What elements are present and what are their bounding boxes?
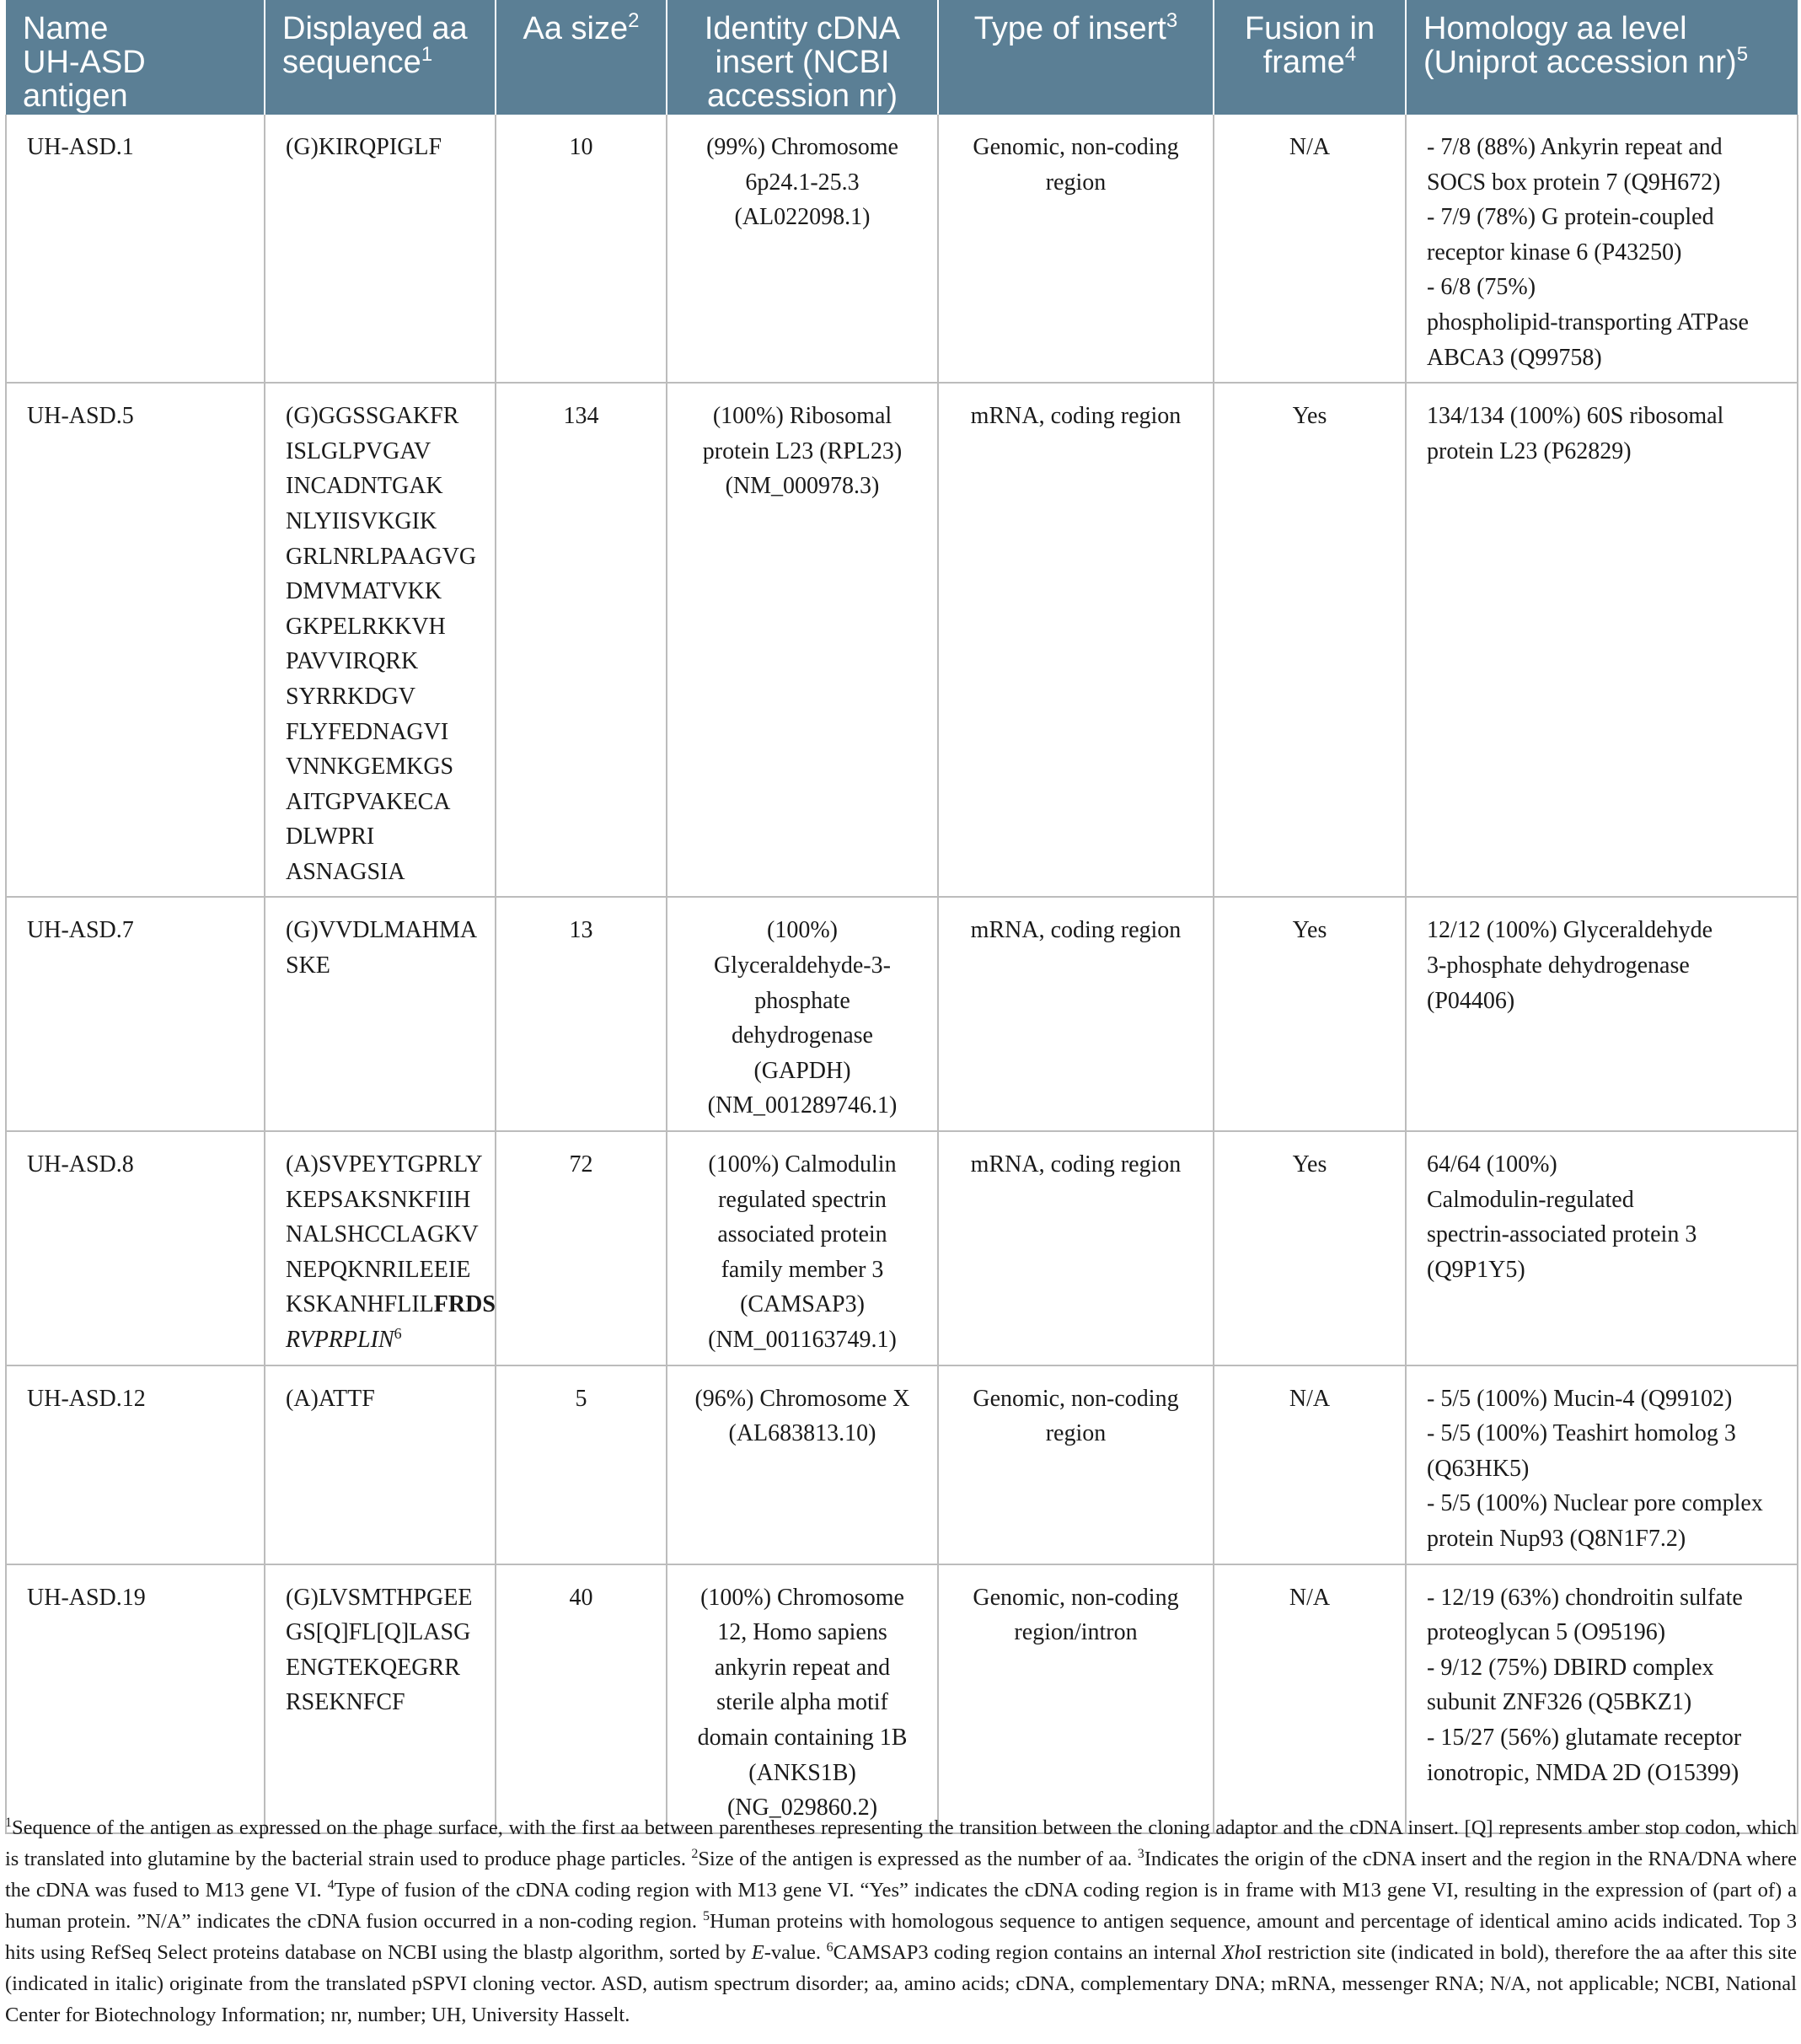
header-size <box>496 0 667 115</box>
cell-fusion: N/A <box>1214 1564 1406 1833</box>
cell-antigen-name: UH-ASD.19 <box>6 1564 265 1833</box>
sequence-line: ASNAGSIA <box>286 858 405 885</box>
table-row <box>6 383 1798 897</box>
homology-line: - 5/5 (100%) Mucin-4 (Q99102) <box>1427 1385 1733 1412</box>
sequence-line: RSEKNFCF <box>286 1689 405 1716</box>
identity-line: (99%) Chromosome <box>706 134 898 160</box>
type-line: Genomic, non-coding <box>973 134 1179 160</box>
homology-line: - 5/5 (100%) Teashirt homolog 3 <box>1427 1420 1736 1447</box>
cell-insert-type <box>938 383 1214 897</box>
identity-line: (96%) Chromosome X <box>694 1385 910 1412</box>
sequence-line: AITGPVAKECA <box>286 788 451 815</box>
sequence-line: NEPQKNRILEEIE <box>286 1256 471 1283</box>
cell-aa-size: 134 <box>496 383 667 897</box>
type-line: mRNA, coding region <box>970 917 1182 944</box>
sequence-line: GRLNRLPAAGVG <box>286 543 477 570</box>
homology-line: protein L23 (P62829) <box>1427 437 1632 464</box>
cell-fusion: N/A <box>1214 1365 1406 1564</box>
identity-line: (100%) Chromosome <box>700 1584 904 1611</box>
sequence-sup: 6 <box>394 1325 402 1342</box>
sequence-line: PAVVIRQRK <box>286 648 419 675</box>
cell-identity <box>667 383 938 897</box>
footnote-3: Indicates the origin of the cDNA insert and the region in the RNA/DNA where the cDNA was fused to M13 gene VI. <box>5 1848 1797 1902</box>
footnote-6-italic: Xho <box>1221 1941 1256 1964</box>
footnote-4: Type of fusion of the cDNA coding region with M13 gene VI. “Yes” indicates the cDNA coding region is in frame with M13 gene VI, resulting in the expression of (part of) a human protein. ”N/A” indicates the cDNA fusion occurred in a non-coding region. <box>5 1879 1797 1933</box>
type-line: region/intron <box>1014 1619 1138 1646</box>
cell-aa-size: 13 <box>496 897 667 1131</box>
header-sup: 3 <box>1166 9 1178 32</box>
cell-antigen-name: UH-ASD.7 <box>6 897 265 1131</box>
header-line: Aa size <box>523 11 629 46</box>
footnotes <box>5 1812 1797 2031</box>
cell-sequence <box>265 1131 496 1365</box>
footnote-mark: 3 <box>1137 1847 1144 1861</box>
identity-line: (NM_001289746.1) <box>707 1092 898 1119</box>
identity-line: Glyceraldehyde-3- <box>714 952 891 979</box>
footnote-5-end: -value. <box>764 1941 822 1964</box>
footnote-6-end: I restriction site (indicated in bold), therefore the aa after this site (indicated in italic) originate from the translated pSPVI cloning vector. ASD, autism spectrum disorder; aa, amino acids; cDNA, complementary DNA; mRNA, messenger RNA; N/A, not applicable; NCBI, National Center for Biotechnology Information; nr, number; UH, University Hasselt. <box>5 1941 1797 2026</box>
type-line: mRNA, coding region <box>970 1151 1182 1178</box>
homology-line: - 6/8 (75%) <box>1427 274 1536 301</box>
identity-line: family member 3 <box>721 1256 884 1283</box>
cell-aa-size: 10 <box>496 115 667 383</box>
identity-line: (100%) Ribosomal <box>712 403 892 430</box>
header-line: antigen <box>23 78 128 114</box>
cell-insert-type <box>938 1564 1214 1833</box>
type-line: Genomic, non-coding <box>973 1584 1179 1611</box>
cell-insert-type <box>938 1131 1214 1365</box>
homology-line: 12/12 (100%) Glyceraldehyde <box>1427 917 1713 944</box>
table-row <box>6 1365 1798 1564</box>
identity-line: regulated spectrin <box>718 1186 887 1213</box>
footnote-2: Size of the antigen is expressed as the number of aa. <box>698 1848 1133 1870</box>
identity-line: (GAPDH) <box>753 1057 851 1084</box>
header-line: Homology aa level <box>1423 11 1687 46</box>
identity-line: (100%) <box>767 917 838 944</box>
footnote-mark: 4 <box>327 1878 335 1892</box>
homology-line: 134/134 (100%) 60S ribosomal <box>1427 403 1724 430</box>
sequence-line: KEPSAKSNKFIIH <box>286 1186 471 1213</box>
identity-line: 6p24.1-25.3 <box>745 169 860 196</box>
sequence-line: ISLGLPVGAV <box>286 437 431 464</box>
cell-aa-size: 40 <box>496 1564 667 1833</box>
header-line: sequence <box>282 45 421 80</box>
cell-sequence <box>265 1365 496 1564</box>
cell-aa-size: 72 <box>496 1131 667 1365</box>
identity-line: (AL683813.10) <box>728 1420 876 1447</box>
cell-antigen-name: UH-ASD.1 <box>6 115 265 383</box>
identity-line: (100%) Calmodulin <box>708 1151 897 1178</box>
cell-fusion: Yes <box>1214 383 1406 897</box>
homology-line: proteoglycan 5 (O95196) <box>1427 1619 1666 1646</box>
footnote-mark: 2 <box>691 1847 699 1861</box>
header-line: (Uniprot accession nr) <box>1423 45 1737 80</box>
homology-line: ionotropic, NMDA 2D (O15399) <box>1427 1759 1739 1786</box>
sequence-italic-vector: RVPRPLIN <box>286 1327 394 1353</box>
cell-homology <box>1406 1564 1798 1833</box>
sequence-line: NLYIISVKGIK <box>286 507 437 534</box>
header-sequence <box>265 0 496 115</box>
homology-line: - 7/9 (78%) G protein-coupled <box>1427 204 1714 231</box>
sequence-line: (G)KIRQPIGLF <box>286 134 442 160</box>
sequence-line: (A)SVPEYTGPRLY <box>286 1151 483 1178</box>
sequence-line: GS[Q]FL[Q]LASG <box>286 1619 471 1646</box>
cell-identity <box>667 1131 938 1365</box>
homology-line: (Q63HK5) <box>1427 1455 1530 1482</box>
homology-line: - 7/8 (88%) Ankyrin repeat and <box>1427 134 1723 160</box>
identity-line: domain containing 1B <box>697 1724 908 1751</box>
cell-homology <box>1406 1365 1798 1564</box>
footnote-5-italic: E <box>751 1941 764 1964</box>
header-line: accession nr) <box>707 78 898 114</box>
header-line: UH-ASD <box>23 45 146 80</box>
header-row <box>6 0 1798 115</box>
homology-line: protein Nup93 (Q8N1F7.2) <box>1427 1525 1686 1552</box>
footnote-mark: 5 <box>703 1909 710 1923</box>
footnote-mark: 1 <box>5 1816 12 1830</box>
cell-sequence <box>265 897 496 1131</box>
identity-line: 12, Homo sapiens <box>717 1619 887 1646</box>
sequence-line: (G)LVSMTHPGEE <box>286 1584 473 1611</box>
footnote-mark: 6 <box>826 1940 833 1955</box>
cell-aa-size: 5 <box>496 1365 667 1564</box>
header-fusion <box>1214 0 1406 115</box>
homology-line: phospholipid-transporting ATPase <box>1427 308 1749 335</box>
cell-insert-type <box>938 115 1214 383</box>
header-homology <box>1406 0 1798 115</box>
sequence-line: GKPELRKKVH <box>286 613 446 640</box>
sequence-line: ENGTEKQEGRR <box>286 1654 460 1681</box>
identity-line: (NM_000978.3) <box>725 473 880 500</box>
table-row <box>6 115 1798 383</box>
header-line: Fusion in <box>1244 11 1375 46</box>
homology-line: SOCS box protein 7 (Q9H672) <box>1427 169 1721 196</box>
header-line: Displayed aa <box>282 11 468 46</box>
cell-sequence <box>265 115 496 383</box>
homology-line: (Q9P1Y5) <box>1427 1256 1525 1283</box>
homology-line: 3-phosphate dehydrogenase <box>1427 952 1690 979</box>
cell-sequence <box>265 1564 496 1833</box>
sequence-line: DMVMATVKK <box>286 578 442 605</box>
cell-fusion: Yes <box>1214 1131 1406 1365</box>
header-line: frame <box>1262 45 1345 80</box>
table-row <box>6 1564 1798 1833</box>
sequence-text: KSKANHFLIL <box>286 1291 434 1318</box>
homology-line: spectrin-associated protein 3 <box>1427 1221 1697 1248</box>
header-sup: 1 <box>421 43 433 66</box>
footnote-5: Human proteins with homologous sequence to antigen sequence, amount and percentage of identical amino acids indicated. Top 3 hits using RefSeq Select proteins database on NCBI using the blastp algorithm, sorted by <box>5 1910 1797 1964</box>
type-line: region <box>1045 169 1107 196</box>
identity-line: sterile alpha motif <box>716 1689 888 1716</box>
header-line: Type of insert <box>973 11 1166 46</box>
header-line: insert (NCBI <box>715 45 890 80</box>
header-identity <box>667 0 938 115</box>
homology-line: - 12/19 (63%) chondroitin sulfate <box>1427 1584 1743 1611</box>
sequence-line: SYRRKDGV <box>286 683 416 710</box>
cell-homology <box>1406 115 1798 383</box>
cell-identity <box>667 1564 938 1833</box>
footnote-6: CAMSAP3 coding region contains an internal <box>833 1941 1217 1964</box>
cell-sequence <box>265 383 496 897</box>
cell-identity <box>667 1365 938 1564</box>
cell-insert-type <box>938 897 1214 1131</box>
header-name <box>6 0 265 115</box>
homology-line: ABCA3 (Q99758) <box>1427 344 1602 371</box>
homology-line: - 5/5 (100%) Nuclear pore complex <box>1427 1490 1763 1517</box>
header-line: Identity cDNA <box>704 11 901 46</box>
identity-line: associated protein <box>717 1221 887 1248</box>
header-sup: 2 <box>628 9 640 32</box>
header-type <box>938 0 1214 115</box>
sequence-line: INCADNTGAK <box>286 473 443 500</box>
sequence-line: SKE <box>286 952 330 979</box>
identity-line: dehydrogenase <box>732 1022 873 1049</box>
cell-antigen-name: UH-ASD.5 <box>6 383 265 897</box>
homology-line: receptor kinase 6 (P43250) <box>1427 239 1682 266</box>
type-line: Genomic, non-coding <box>973 1385 1179 1412</box>
header-sup: 5 <box>1736 43 1749 66</box>
sequence-line: (A)ATTF <box>286 1385 375 1412</box>
identity-line: (AL022098.1) <box>734 204 871 231</box>
antigen-table <box>5 0 1798 1834</box>
sequence-line: FLYFEDNAGVI <box>286 718 449 745</box>
identity-line: ankyrin repeat and <box>714 1654 891 1681</box>
cell-homology <box>1406 383 1798 897</box>
identity-line: phosphate <box>754 987 850 1014</box>
identity-line: (ANKS1B) <box>748 1759 856 1786</box>
sequence-line: (G)GGSSGAKFR <box>286 403 459 430</box>
sequence-line: NALSHCCLAGKV <box>286 1221 479 1248</box>
sequence-line: DLWPRI <box>286 824 375 850</box>
table-row <box>6 897 1798 1131</box>
header-line: Name <box>23 11 109 46</box>
header-sup: 4 <box>1344 43 1357 66</box>
type-line: region <box>1045 1420 1107 1447</box>
sequence-line: VNNKGEMKGS <box>286 754 454 781</box>
cell-antigen-name: UH-ASD.12 <box>6 1365 265 1564</box>
identity-line: protein L23 (RPL23) <box>702 437 903 464</box>
cell-insert-type <box>938 1365 1214 1564</box>
type-line: mRNA, coding region <box>970 403 1182 430</box>
cell-fusion: Yes <box>1214 897 1406 1131</box>
cell-homology <box>1406 897 1798 1131</box>
identity-line: (NM_001163749.1) <box>708 1327 897 1353</box>
cell-identity <box>667 897 938 1131</box>
homology-line: Calmodulin-regulated <box>1427 1186 1634 1213</box>
cell-homology <box>1406 1131 1798 1365</box>
homology-line: 64/64 (100%) <box>1427 1151 1557 1178</box>
homology-line: subunit ZNF326 (Q5BKZ1) <box>1427 1689 1692 1716</box>
cell-fusion: N/A <box>1214 115 1406 383</box>
identity-line: (CAMSAP3) <box>740 1291 865 1318</box>
identity-line: (NG_029860.2) <box>726 1795 878 1821</box>
sequence-line <box>286 1322 474 1358</box>
homology-line: (P04406) <box>1427 987 1515 1014</box>
table-row <box>6 1131 1798 1365</box>
homology-line: - 9/12 (75%) DBIRD complex <box>1427 1654 1714 1681</box>
sequence-bold-site: FRDS <box>433 1291 496 1318</box>
sequence-line: (G)VVDLMAHMA <box>286 917 478 944</box>
sequence-line <box>286 1287 496 1322</box>
cell-antigen-name: UH-ASD.8 <box>6 1131 265 1365</box>
footnote-1: Sequence of the antigen as expressed on the phage surface, with the first aa between parentheses representing the transition between the cloning adaptor and the cDNA insert. [Q] represents amber stop codon, which is translated into glutamine by the bacterial strain used to produce phage particles. <box>5 1816 1797 1870</box>
cell-identity <box>667 115 938 383</box>
homology-line: - 15/27 (56%) glutamate receptor <box>1427 1724 1742 1751</box>
table-body <box>6 115 1798 1833</box>
